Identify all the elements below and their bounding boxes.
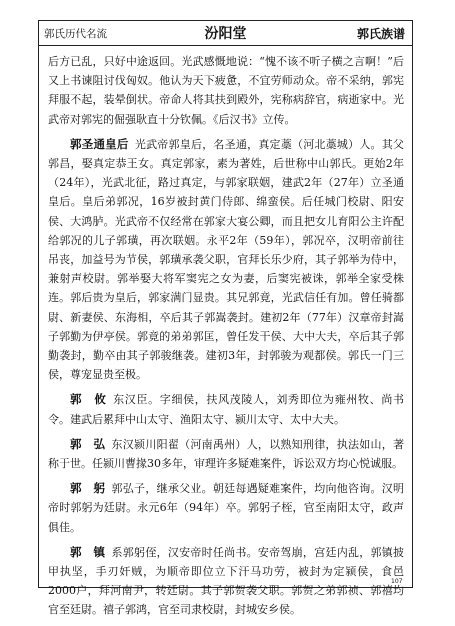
biography-text: 郭弘子，继承父业。朝廷每遇疑难案件，均向他咨询。汉明帝时郭躬为廷尉。永元6年（94年）卒。郭躬子桎，官至南阳太守，政声俱佳。 [48, 482, 405, 534]
page-header [38, 20, 413, 46]
header-section-title: 郭氏历代名流 [44, 28, 107, 40]
biography-entry [48, 135, 404, 385]
biography-text: 光武帝郭皇后，名圣通，真定藁（河北藁城）人。其父郭昌，娶真定恭王女。真定郭家，素为著姓，后世称中山郭氏。更始2年（24年），光武北征，路过真定，与郭家联姻，建武2年（27年）立圣通皇后。皇后弟郭况，16岁被封黄门侍郎、绵蛮侯。后任城门校尉、阳安侯、大鸿胪。光武帝不仅经常在郭家大宴公卿，而且把女儿育阳公主许配给郭况的儿子郭璜，再次联姻。永平2年（59年），郭况卒，汉明帝前往吊丧，加益号为节侯，郭璜承袭父职，官拜长乐少府，其子郭举为侍中，兼射声校尉。郭举娶大将军窦宪之女为妻，后窦宪被诛，郭举全家受株连。郭后贵为皇后，郭家满门显贵。其兄郭竟，光武信任有加。曾任骑都尉、新妻侯、东海相，卒后其子郭嵩袭封。建初2年（77年）汉章帝封嵩子郭勤为伊亭侯。郭竟的弟弟郭匡，曾任发干侯、大中大夫，卒后其子郭勤袭封，勤卒由其子郭骏继袭。建初3年，封郭骏为观都侯。郭氏一门三侯，尊宠显贵至极。 [48, 137, 405, 382]
header-book-title: 郭氏族谱 [356, 27, 405, 41]
intro-paragraph [48, 52, 404, 129]
intro-line: 后又上书谏阻讨伐匈奴。他认为天下疲惫，不宜劳师动众。帝不采纳， [48, 55, 405, 88]
header-hall-name: 汾阳堂 [204, 26, 247, 42]
biography-entry [48, 543, 404, 620]
biography-entry [48, 435, 404, 473]
intro-line: 郭宪拜服不起，装晕倒状。帝命人将其扶到殿外，宪称病辞官，病逝家 [48, 74, 405, 107]
person-name: 郭圣通皇后 [70, 136, 129, 151]
biography-entry [48, 479, 404, 537]
biography-entry [48, 390, 404, 428]
biography-text: 东汉臣。字细侯，扶风茂陵人，刘秀即位为雍州牧、尚书令。建武后累拜中山太守、渔阳太守、颍川太守、太中大夫。 [48, 393, 405, 426]
biography-text: 东汉颍川阳翟（河南禹州）人，以熟知刑律，执法如山，著称于世。任颍川曹掾30多年，审理许多疑难案件，诉讼双方均心悦诚服。 [48, 437, 405, 471]
intro-line: 后方已乱，只好中途返回。光武感慨地说：“愧不该不听子横之言啊！” [48, 55, 393, 68]
page-body [48, 52, 404, 626]
person-name: 郭 攸 [70, 392, 107, 407]
intro-line: 中。光武帝对郭宪的倔强耿直十分钦佩。《后汉书》立传。 [48, 93, 405, 126]
person-name: 郭 躬 [70, 481, 106, 496]
person-name: 郭 镇 [70, 544, 106, 559]
person-name: 郭 弘 [70, 436, 106, 451]
biography-text: 系郭躬侄，汉安帝时任尚书。安帝驾崩，宫廷内乱，郭镇披甲执坚，手刃奸贼，为顺帝即位立下汗马功劳，被封为定颍侯，食邑2000户，拜河南尹，转廷尉。其子郭贺袭父职。郭贺之弟郭祯、郭禧均官至廷尉。禧子郭鸿，官至司隶校尉，封城安乡侯。 [48, 545, 405, 617]
page-number: 107 [391, 578, 403, 585]
